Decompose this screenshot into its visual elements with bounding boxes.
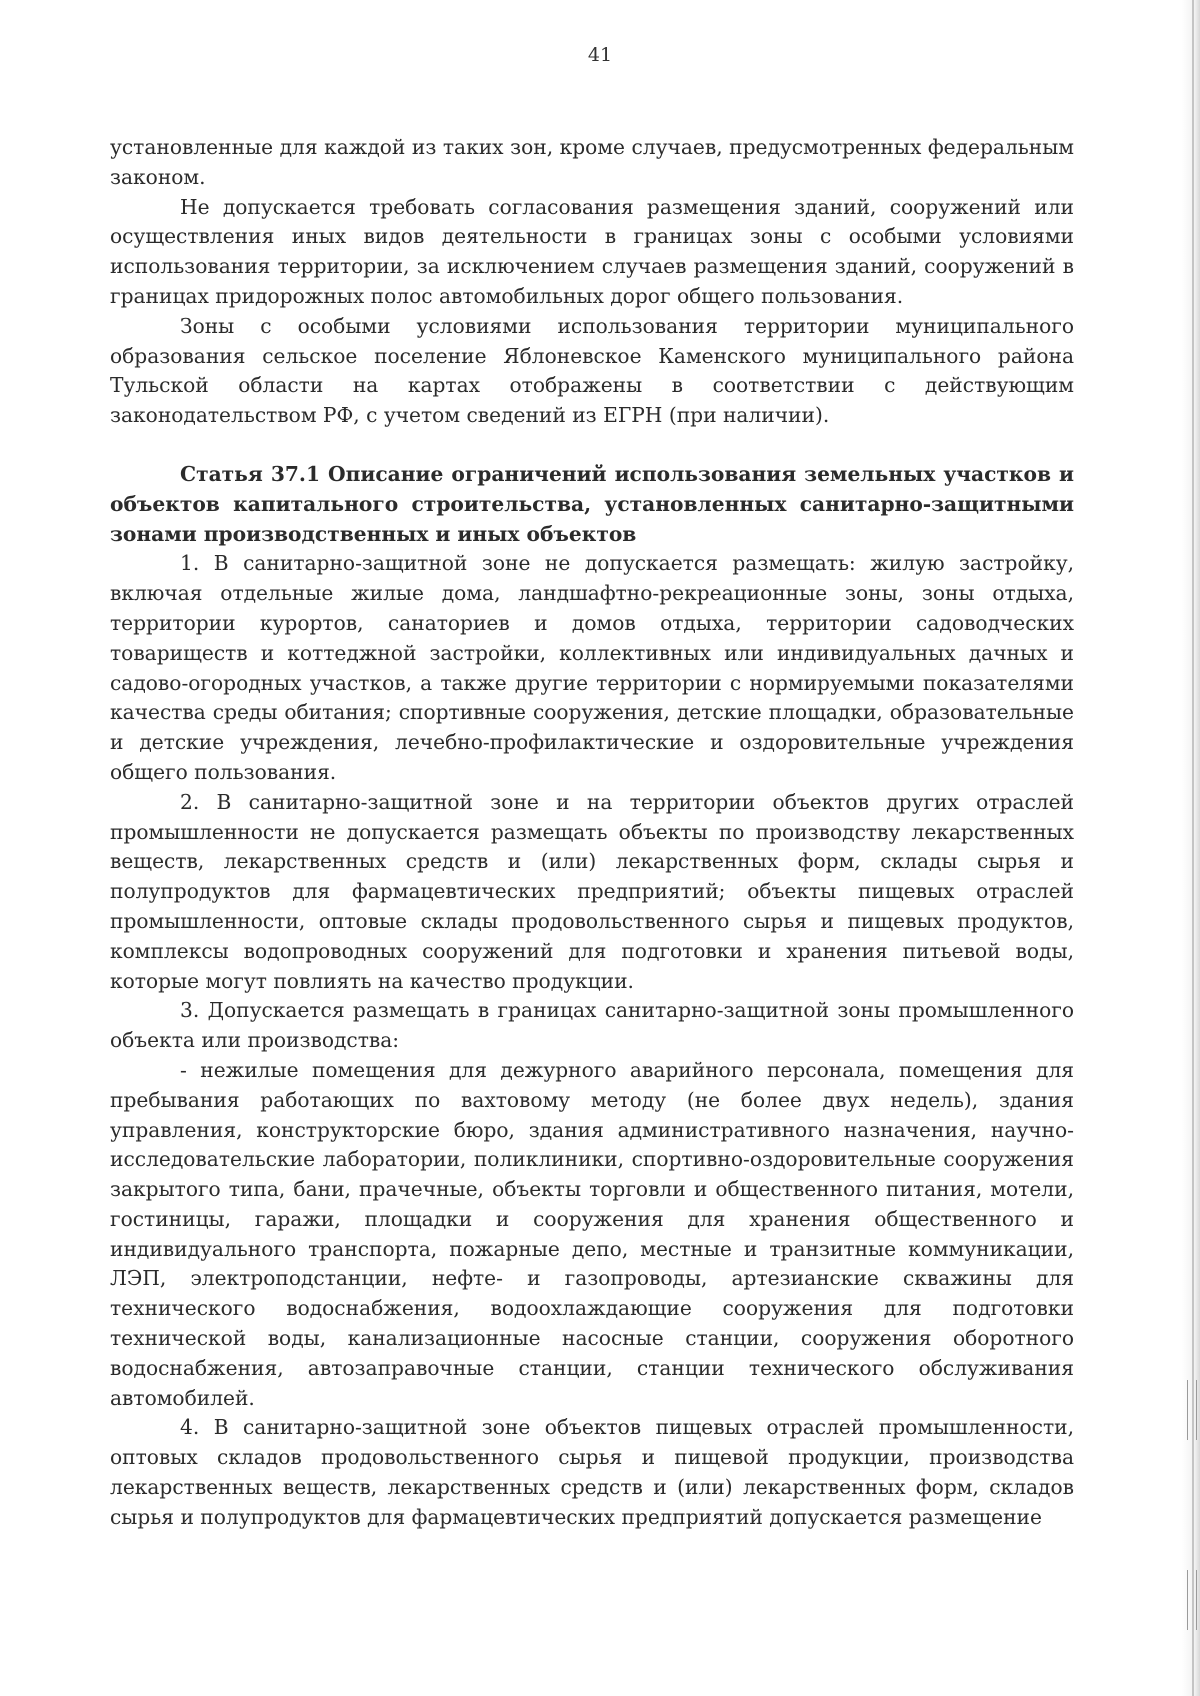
- paragraph-zones-on-maps: Зоны с особыми условиями использования территории муниципального образования сельское поселение Яблоневское Каменского муниципального района Тульской области на картах отображены в соответствии с действующим законодательством РФ, с учетом сведений из ЕГРН (при наличии).: [110, 313, 1074, 428]
- scan-edge-shadow: [1182, 0, 1200, 1696]
- scan-edge-mark: [1187, 1570, 1197, 1630]
- article-item-3: 3. Допускается размещать в границах санитарно-защитной зоны промышленного объекта или производства:: [110, 998, 1074, 1053]
- article-item-3-list: - нежилые помещения для дежурного аварийного персонала, помещения для пребывания работающих по вахтовому методу (не более двух недель), здания управления, конструкторские бюро, здания административного назначения, научно-исследовательские лаборатории, поликлиники, спортивно-оздоровительные сооружения закрытого типа, бани, прачечные, объекты торговли и общественного питания, мотели, гостиницы, гаражи, площадки и сооружения для хранения общественного и индивидуального транспорта, пожарные депо, местные и транзитные коммуникации, ЛЭП, электроподстанции, нефте- и газопроводы, артезианские скважины для технического водоснабжения, водоохлаждающие сооружения для подготовки технической воды, канализационные насосные станции, сооружения оборотного водоснабжения, автозаправочные станции, станции технического обслуживания автомобилей.: [110, 1057, 1074, 1410]
- paragraph-approval-restriction: Не допускается требовать согласования размещения зданий, сооружений или осуществления иных видов деятельности в границах зоны с особыми условиями использования территории, за исключением случаев размещения зданий, сооружений в границах придорожных полос автомобильных дорог общего пользования.: [110, 194, 1074, 308]
- article-heading: Статья 37.1 Описание ограничений использования земельных участков и объектов капитального строительства, установленных санитарно-защитными зонами производственных и иных объектов: [110, 461, 1074, 546]
- document-body: [110, 133, 1074, 1533]
- page-number: 41: [587, 44, 613, 66]
- paragraph-continuation: установленные для каждой из таких зон, кроме случаев, предусмотренных федеральным законом.: [110, 135, 1074, 189]
- scan-edge-mark: [1187, 1380, 1197, 1440]
- article-item-4: 4. В санитарно-защитной зоне объектов пищевых отраслей промышленности, оптовых складов продовольственного сырья и пищевой продукции, производства лекарственных веществ, лекарственных средств и (или) лекарственных форм, складов сырья и полупродуктов для фармацевтических предприятий допускается размещение: [110, 1415, 1074, 1529]
- scan-edge-line: [1192, 0, 1194, 1696]
- article-item-2: 2. В санитарно-защитной зоне и на территории объектов других отраслей промышленности не допускается размещать объекты по производству лекарственных веществ, лекарственных средств и (или) лекарственных форм, склады сырья и полупродуктов для фармацевтических предприятий; объекты пищевых отраслей промышленности, оптовые склады продовольственного сырья и пищевых продуктов, комплексы водопроводных сооружений для подготовки и хранения питьевой воды, которые могут повлиять на качество продукции.: [110, 789, 1074, 993]
- article-item-1: 1. В санитарно-защитной зоне не допускается размещать: жилую застройку, включая отдельные жилые дома, ландшафтно-рекреационные зоны, зоны отдыха, территории курортов, санаториев и домов отдыха, территории садоводческих товариществ и коттеджной застройки, коллективных или индивидуальных дачных и садово-огородных участков, а также другие территории с нормируемыми показателями качества среды обитания; спортивные сооружения, детские площадки, образовательные и детские учреждения, лечебно-профилактические и оздоровительные учреждения общего пользования.: [110, 551, 1074, 784]
